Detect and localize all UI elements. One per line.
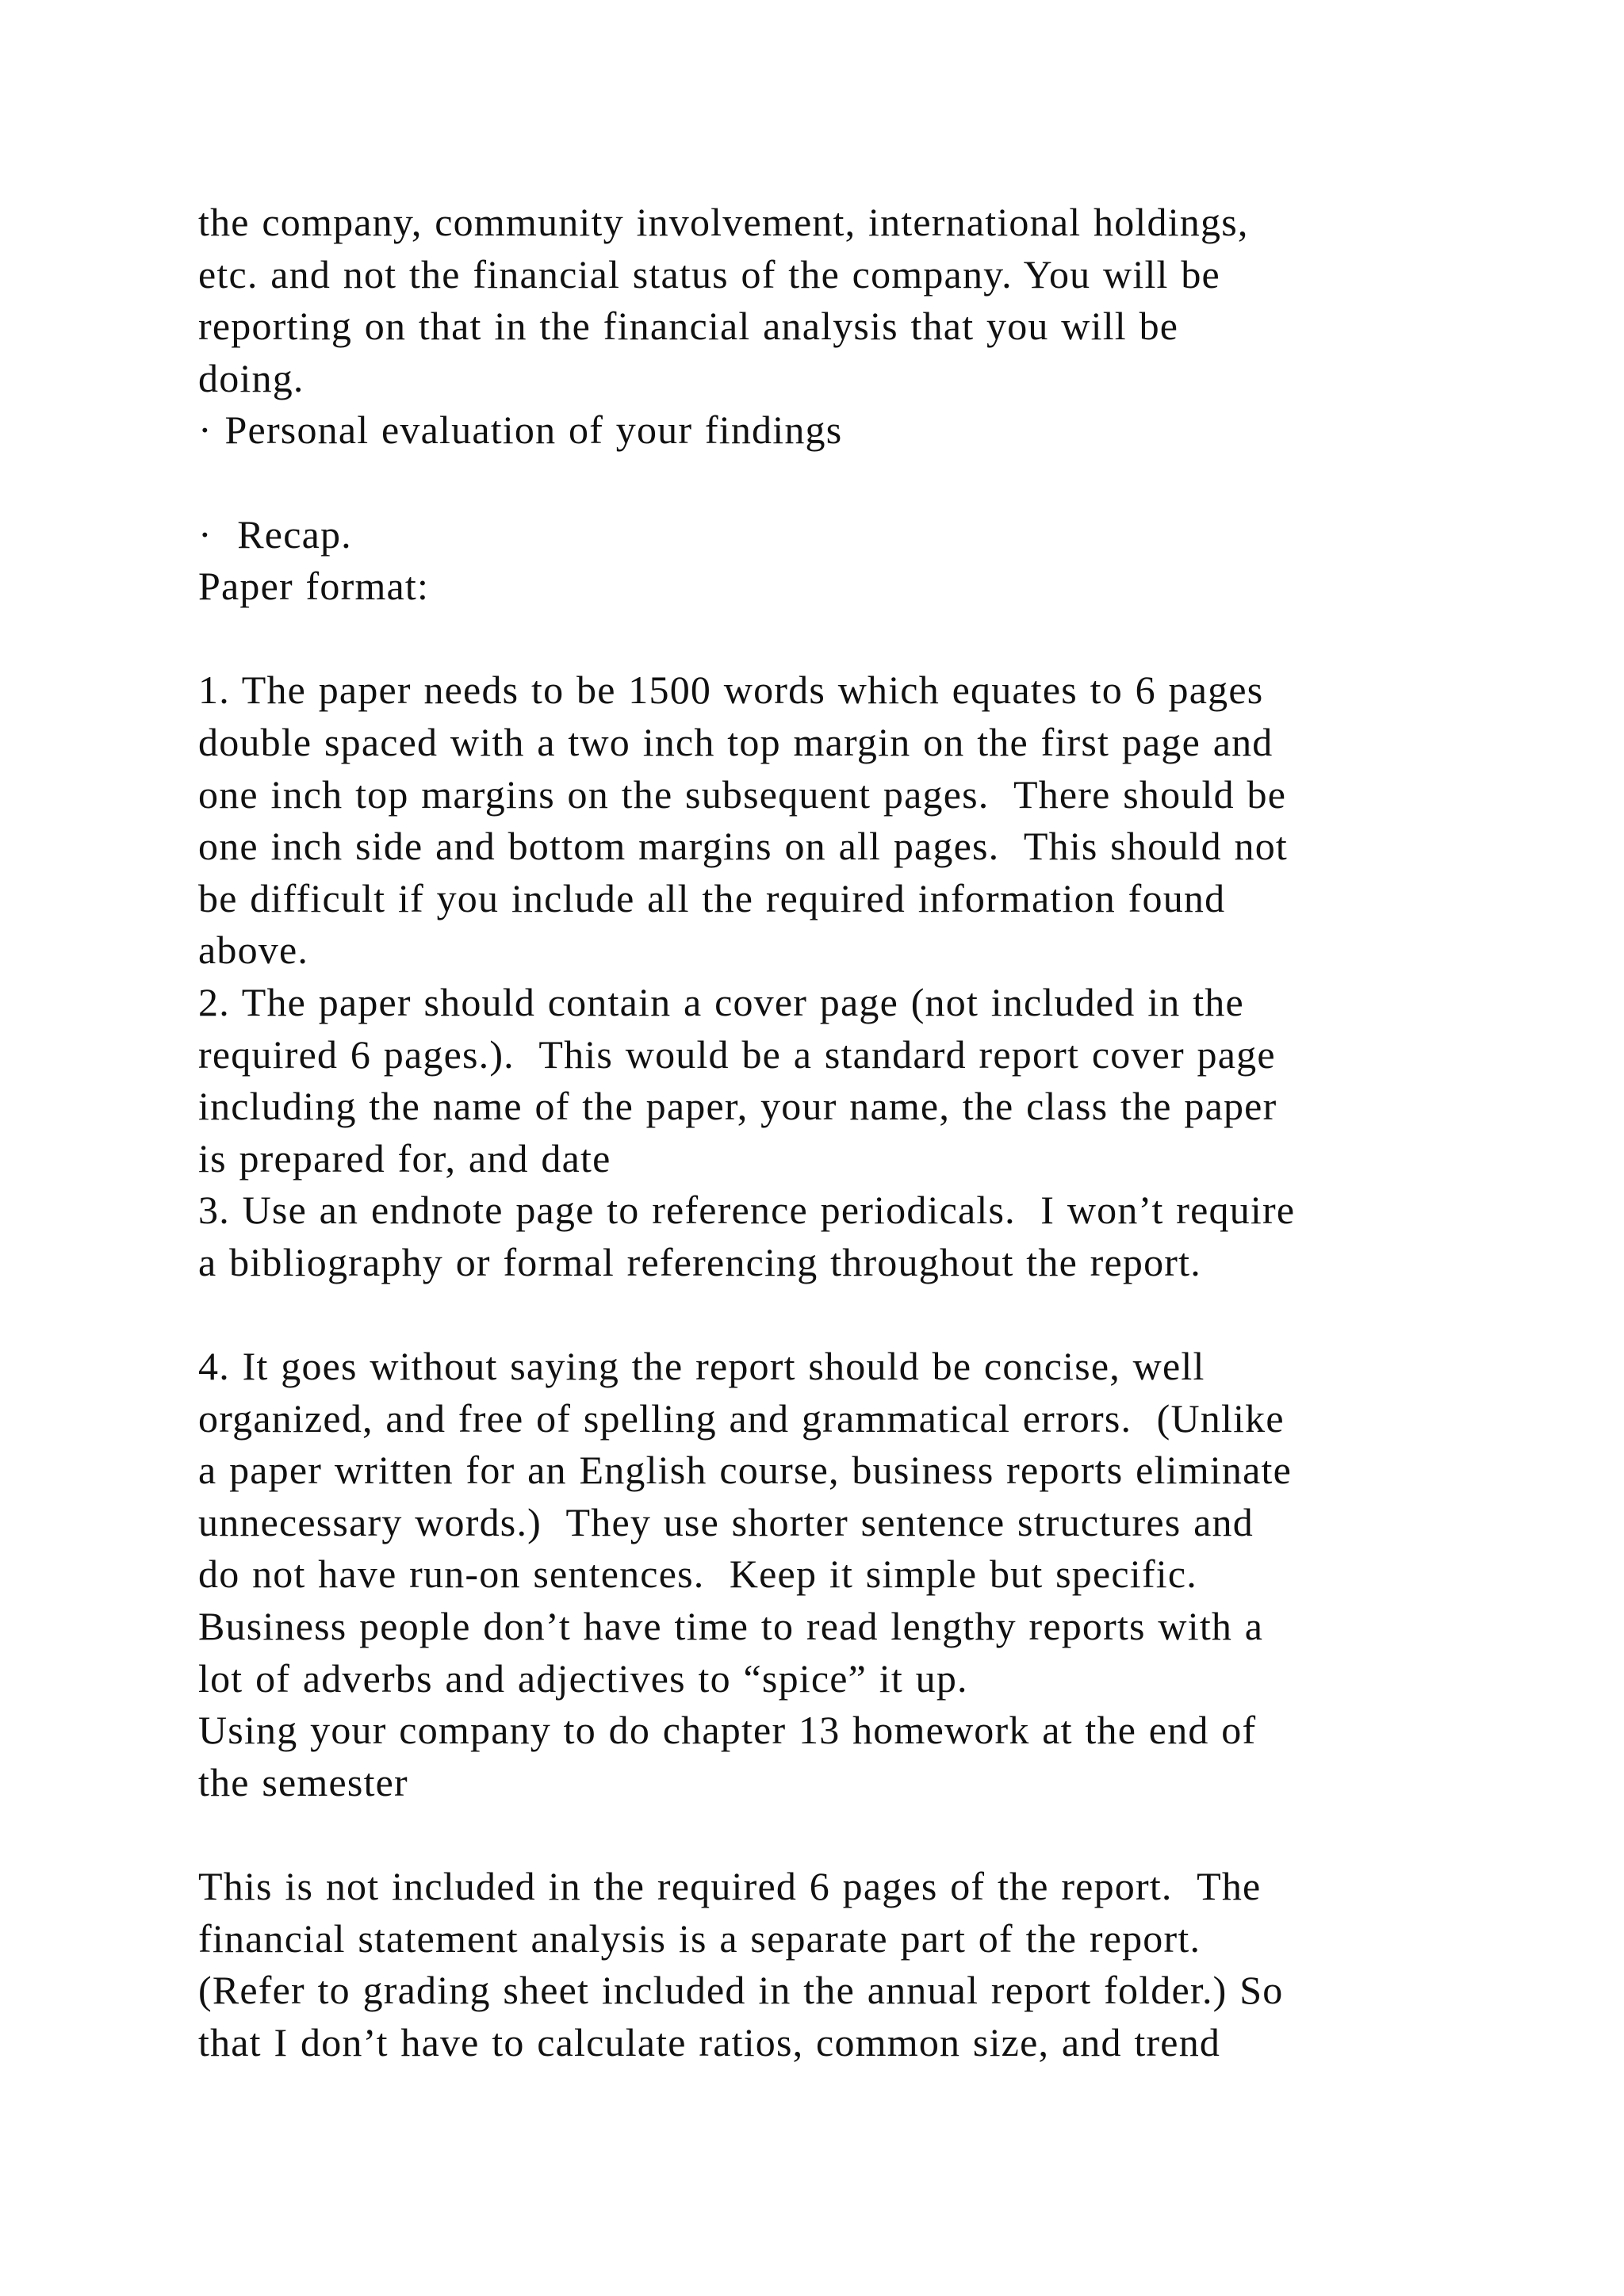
text-line: one inch top margins on the subsequent pages. There should be	[198, 771, 1287, 817]
text-line: is prepared for, and date	[198, 1135, 611, 1181]
text-line: do not have run-on sentences. Keep it simple but specific.	[198, 1552, 1197, 1597]
document-text-body	[198, 197, 1546, 2068]
text-line: double spaced with a two inch top margin on the first page and	[198, 719, 1274, 764]
text-line: be difficult if you include all the required information found	[198, 875, 1226, 920]
text-line: above.	[198, 928, 309, 973]
numbered-item-4: 4. It goes without saying the report should be concise, well	[198, 1344, 1205, 1389]
section-heading-paper-format: Paper format:	[198, 564, 430, 609]
text-line: lot of adverbs and adjectives to “spice” it up.	[198, 1655, 968, 1701]
text-line: unnecessary words.) They use shorter sentence structures and	[198, 1499, 1254, 1544]
text-line: doing.	[198, 355, 304, 400]
text-line: etc. and not the financial status of the company. You will be	[198, 251, 1220, 297]
blank-line	[198, 457, 1546, 509]
numbered-item-1: 1. The paper needs to be 1500 words which equates to 6 pages	[198, 668, 1264, 713]
text-line: Business people don’t have time to read lengthy reports with a	[198, 1604, 1264, 1649]
text-line: required 6 pages.). This would be a standard report cover page	[198, 1031, 1276, 1077]
blank-line	[198, 1808, 1546, 1861]
text-line: the company, community involvement, international holdings,	[198, 200, 1249, 244]
text-line: Using your company to do chapter 13 homework at the end of	[198, 1708, 1257, 1753]
text-line: financial statement analysis is a separate part of the report.	[198, 1915, 1201, 1961]
blank-line	[198, 613, 1546, 665]
numbered-item-3: 3. Use an endnote page to reference periodicals. I won’t require	[198, 1188, 1296, 1233]
numbered-item-2: 2. The paper should contain a cover page (not included in the	[198, 979, 1244, 1024]
text-line: This is not included in the required 6 pages of the report. The	[198, 1864, 1262, 1908]
bullet-item-personal-evaluation: · Personal evaluation of your findings	[198, 408, 843, 453]
text-line: reporting on that in the financial analysis that you will be	[198, 304, 1179, 349]
text-line: one inch side and bottom margins on all pages. This should not	[198, 824, 1289, 869]
bullet-item-recap: · Recap.	[198, 511, 352, 557]
blank-line	[198, 1288, 1546, 1341]
text-line: that I don’t have to calculate ratios, common size, and trend	[198, 2019, 1221, 2064]
text-line: (Refer to grading sheet included in the annual report folder.) So	[198, 1968, 1284, 2013]
text-line: a bibliography or formal referencing throughout the report.	[198, 1239, 1201, 1284]
text-line: the semester	[198, 1759, 408, 1804]
text-line: organized, and free of spelling and grammatical errors. (Unlike	[198, 1395, 1285, 1441]
text-line: including the name of the paper, your name, the class the paper	[198, 1084, 1277, 1129]
text-line: a paper written for an English course, business reports eliminate	[198, 1448, 1292, 1493]
